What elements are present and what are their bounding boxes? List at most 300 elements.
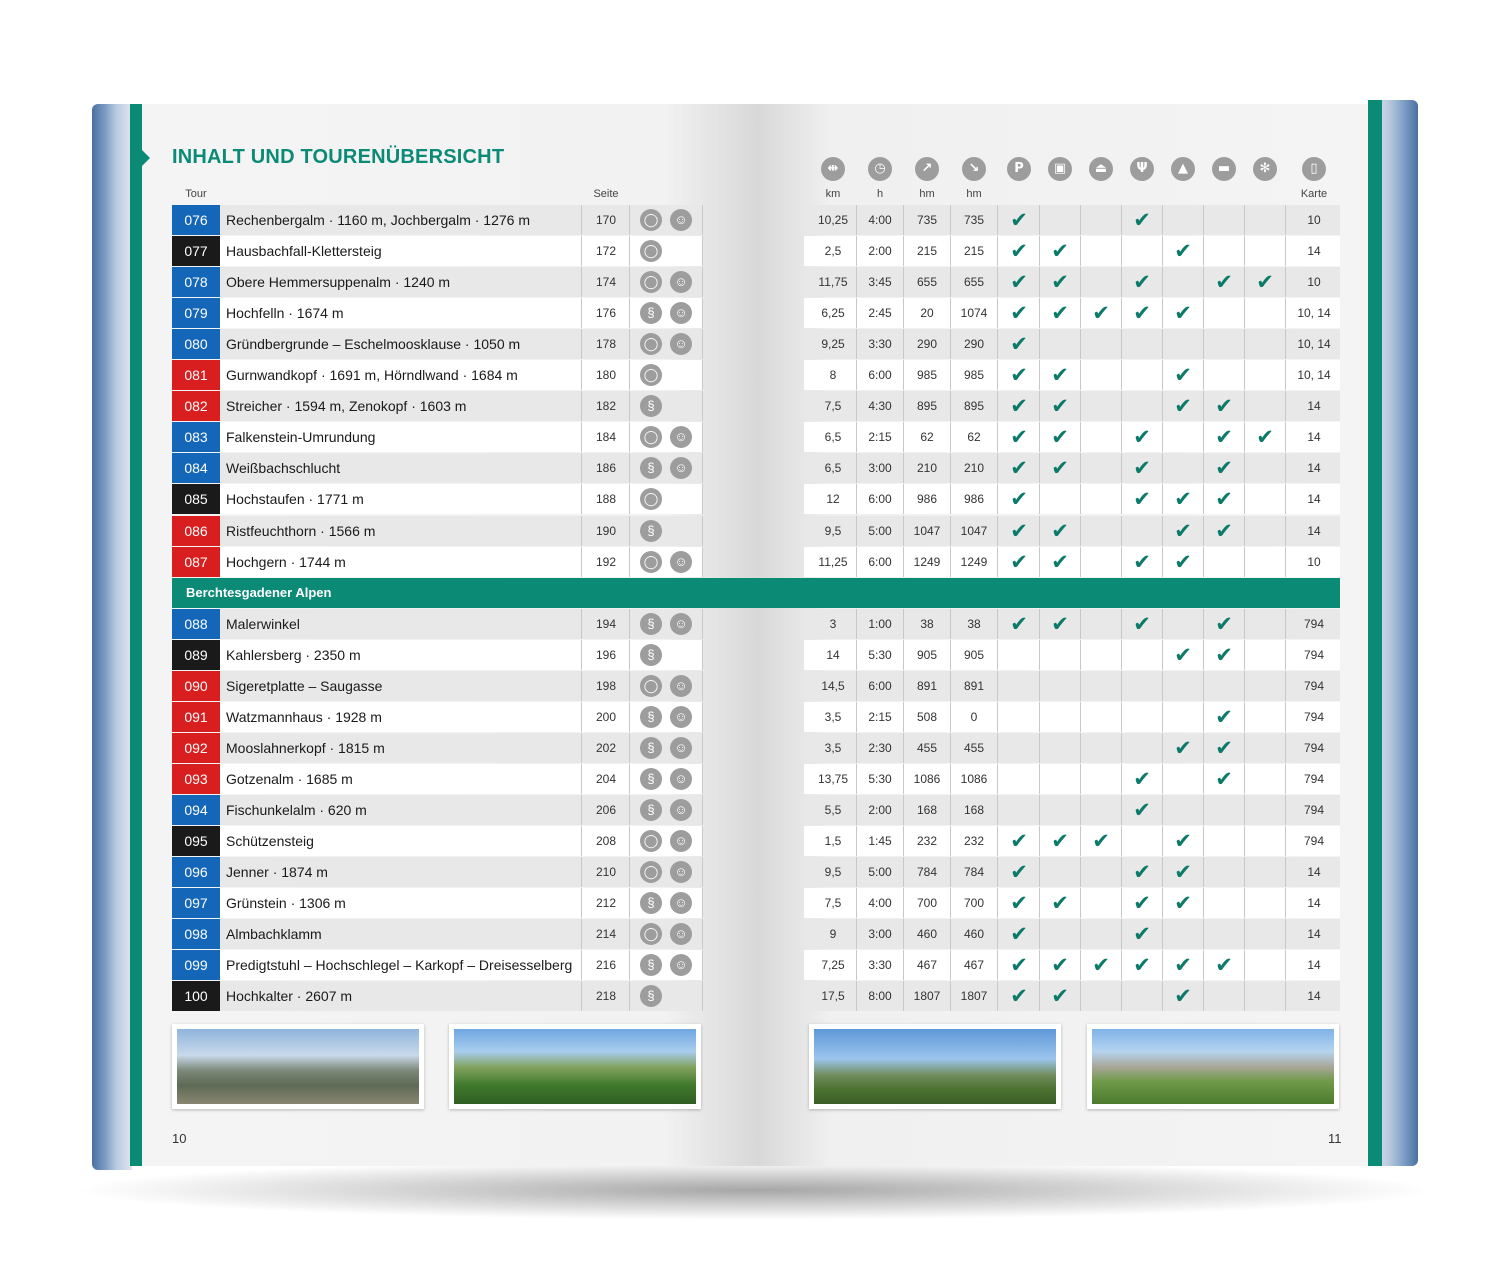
column-divider bbox=[903, 360, 904, 390]
tour-name: Streicher · 1594 m, Zenokopf · 1603 m bbox=[226, 398, 467, 415]
tour-name: Hochfelln · 1674 m bbox=[226, 305, 344, 322]
tour-row bbox=[172, 795, 702, 825]
column-divider bbox=[1080, 888, 1081, 918]
header-seite: Seite bbox=[593, 188, 619, 200]
checkmark-icon: ✔ bbox=[1133, 766, 1151, 791]
tour-up: 20 bbox=[920, 306, 934, 321]
column-divider bbox=[1285, 795, 1286, 825]
column-divider bbox=[856, 733, 857, 763]
column-divider bbox=[1244, 609, 1245, 639]
tour-row bbox=[172, 360, 702, 390]
column-divider bbox=[1080, 919, 1081, 949]
tour-down: 700 bbox=[963, 896, 985, 911]
tour-number-badge: 099 bbox=[172, 950, 220, 980]
circle-route-icon: ◯ bbox=[640, 488, 662, 510]
tour-row bbox=[172, 919, 702, 949]
tour-number-badge: 081 bbox=[172, 360, 220, 390]
tour-down: 62 bbox=[967, 430, 981, 445]
circle-route-icon: ◯ bbox=[640, 551, 662, 573]
tour-down: 1249 bbox=[960, 554, 988, 569]
column-divider bbox=[1285, 826, 1286, 856]
book-shadow bbox=[70, 1160, 1440, 1220]
column-divider bbox=[1039, 919, 1040, 949]
tour-up: 210 bbox=[916, 461, 938, 476]
checkmark-icon: ✔ bbox=[1174, 984, 1192, 1009]
column-divider bbox=[1080, 484, 1081, 514]
checkmark-icon: ✔ bbox=[1051, 611, 1069, 636]
path-route-icon: § bbox=[640, 644, 662, 666]
tour-map: 794 bbox=[1303, 616, 1325, 631]
tour-page: 206 bbox=[595, 802, 617, 817]
tour-name: Almbachklamm bbox=[226, 926, 322, 943]
column-divider bbox=[1203, 547, 1204, 577]
column-divider bbox=[950, 453, 951, 483]
tour-row bbox=[172, 888, 702, 918]
tour-name: Mooslahnerkopf · 1815 m bbox=[226, 739, 385, 756]
bear-route-icon: ☺ bbox=[670, 737, 692, 759]
tour-map: 14 bbox=[1307, 430, 1321, 445]
column-divider bbox=[903, 422, 904, 452]
checkmark-icon: ✔ bbox=[1010, 549, 1028, 574]
snowflake-icon: ✻ bbox=[1253, 157, 1277, 181]
tour-name: Hochgern · 1744 m bbox=[226, 553, 346, 570]
tour-stats-row bbox=[804, 950, 1340, 980]
column-divider bbox=[1244, 360, 1245, 390]
tour-down: 460 bbox=[963, 927, 985, 942]
tour-page: 202 bbox=[595, 740, 617, 755]
tour-number-badge: 089 bbox=[172, 640, 220, 670]
tour-map: 14 bbox=[1307, 492, 1321, 507]
tour-row bbox=[172, 422, 702, 452]
circle-route-icon: ◯ bbox=[640, 333, 662, 355]
tour-map: 10 bbox=[1307, 275, 1321, 290]
column-divider bbox=[950, 640, 951, 670]
column-divider bbox=[903, 764, 904, 794]
checkmark-icon: ✔ bbox=[1174, 549, 1192, 574]
tour-row bbox=[172, 981, 702, 1011]
tour-map: 794 bbox=[1303, 833, 1325, 848]
checkmark-icon: ✔ bbox=[1256, 425, 1274, 450]
checkmark-icon: ✔ bbox=[1051, 518, 1069, 543]
column-divider bbox=[702, 609, 703, 639]
checkmark-icon: ✔ bbox=[1174, 735, 1192, 760]
tour-name: Hausbachfall-Klettersteig bbox=[226, 243, 382, 260]
tour-map: 10, 14 bbox=[1297, 306, 1331, 321]
parking-icon: P bbox=[1007, 157, 1031, 181]
checkmark-icon: ✔ bbox=[1010, 239, 1028, 264]
column-divider bbox=[1203, 919, 1204, 949]
tour-name: Gründbergrunde – Eschelmoosklause · 1050 m bbox=[226, 336, 521, 353]
column-divider bbox=[702, 857, 703, 887]
tour-up: 655 bbox=[916, 275, 938, 290]
column-divider bbox=[903, 267, 904, 297]
cable-car-icon: ⏏ bbox=[1089, 157, 1113, 181]
tour-number-badge: 096 bbox=[172, 857, 220, 887]
tour-down: 467 bbox=[963, 958, 985, 973]
bear-route-icon: ☺ bbox=[670, 923, 692, 945]
column-divider bbox=[997, 267, 998, 297]
column-divider bbox=[1080, 609, 1081, 639]
checkmark-icon: ✔ bbox=[1174, 953, 1192, 978]
column-divider bbox=[1039, 795, 1040, 825]
checkmark-icon: ✔ bbox=[1133, 797, 1151, 822]
tour-up: 467 bbox=[916, 958, 938, 973]
bear-route-icon: ☺ bbox=[670, 209, 692, 231]
tour-name: Malerwinkel bbox=[226, 615, 300, 632]
tour-h: 5:00 bbox=[868, 523, 892, 538]
left-accent-strip bbox=[130, 104, 142, 1166]
column-divider bbox=[1080, 422, 1081, 452]
column-divider bbox=[950, 516, 951, 546]
tour-page: 178 bbox=[595, 337, 617, 352]
column-divider bbox=[950, 919, 951, 949]
tour-h: 4:00 bbox=[868, 213, 892, 227]
photo-alpine-panorama bbox=[809, 1024, 1061, 1109]
tour-number-badge: 084 bbox=[172, 453, 220, 483]
tour-stats-row bbox=[804, 671, 1340, 701]
column-divider bbox=[856, 205, 857, 235]
column-divider bbox=[1203, 205, 1204, 235]
column-divider bbox=[1039, 857, 1040, 887]
column-divider bbox=[1080, 391, 1081, 421]
column-divider bbox=[856, 453, 857, 483]
column-divider bbox=[1285, 422, 1286, 452]
column-divider bbox=[1244, 298, 1245, 328]
column-divider bbox=[1203, 857, 1204, 887]
tour-h: 1:00 bbox=[868, 616, 892, 631]
tour-number-badge: 094 bbox=[172, 795, 220, 825]
column-divider bbox=[856, 702, 857, 732]
tour-page: 208 bbox=[595, 833, 617, 848]
column-divider bbox=[997, 516, 998, 546]
tour-stats-row bbox=[804, 702, 1340, 732]
column-divider bbox=[1244, 205, 1245, 235]
checkmark-icon: ✔ bbox=[1051, 239, 1069, 264]
tour-h: 3:30 bbox=[868, 958, 892, 973]
column-divider bbox=[856, 516, 857, 546]
tour-row bbox=[172, 236, 702, 266]
tour-stats-row bbox=[804, 857, 1340, 887]
tour-row bbox=[172, 733, 702, 763]
tour-h: 8:00 bbox=[868, 989, 892, 1004]
tour-km: 6,5 bbox=[824, 430, 842, 445]
tour-h: 3:30 bbox=[868, 337, 892, 352]
column-divider bbox=[1162, 671, 1163, 701]
column-divider bbox=[1162, 919, 1163, 949]
column-divider bbox=[1039, 205, 1040, 235]
tour-km: 11,75 bbox=[818, 275, 848, 290]
column-divider bbox=[1121, 516, 1122, 546]
tour-up: 784 bbox=[916, 865, 938, 879]
checkmark-icon: ✔ bbox=[1215, 953, 1233, 978]
column-divider bbox=[1244, 484, 1245, 514]
column-divider bbox=[702, 360, 703, 390]
tour-km: 3 bbox=[829, 616, 837, 631]
tour-page: 194 bbox=[595, 616, 617, 631]
checkmark-icon: ✔ bbox=[1010, 394, 1028, 419]
column-divider bbox=[997, 391, 998, 421]
tour-stats-row bbox=[804, 826, 1340, 856]
column-divider bbox=[1285, 888, 1286, 918]
tour-h: 3:45 bbox=[868, 275, 892, 290]
tour-number-badge: 100 bbox=[172, 981, 220, 1011]
tour-down: 985 bbox=[963, 368, 985, 383]
column-divider bbox=[1203, 826, 1204, 856]
tour-h: 6:00 bbox=[868, 492, 892, 507]
tour-number-badge: 097 bbox=[172, 888, 220, 918]
column-divider bbox=[997, 236, 998, 266]
checkmark-icon: ✔ bbox=[1133, 301, 1151, 326]
tour-h: 2:15 bbox=[868, 430, 892, 445]
tour-map: 794 bbox=[1303, 709, 1325, 724]
tour-km: 9,5 bbox=[824, 523, 842, 538]
checkmark-icon: ✔ bbox=[1010, 487, 1028, 512]
column-divider bbox=[903, 609, 904, 639]
circle-route-icon: ◯ bbox=[640, 364, 662, 386]
tour-row bbox=[172, 857, 702, 887]
circle-route-icon: ◯ bbox=[640, 240, 662, 262]
column-divider bbox=[702, 981, 703, 1011]
path-route-icon: § bbox=[640, 954, 662, 976]
tour-name: Obere Hemmersuppenalm · 1240 m bbox=[226, 274, 451, 291]
column-divider bbox=[856, 888, 857, 918]
tour-map: 794 bbox=[1303, 647, 1325, 662]
checkmark-icon: ✔ bbox=[1010, 270, 1028, 295]
checkmark-icon: ✔ bbox=[1215, 735, 1233, 760]
tour-page: 216 bbox=[595, 958, 617, 973]
tour-name: Hochkalter · 2607 m bbox=[226, 988, 353, 1005]
checkmark-icon: ✔ bbox=[1215, 456, 1233, 481]
tour-km: 9 bbox=[829, 927, 837, 942]
tour-row bbox=[172, 391, 702, 421]
tour-number-badge: 091 bbox=[172, 702, 220, 732]
bear-route-icon: ☺ bbox=[670, 302, 692, 324]
column-divider bbox=[1285, 609, 1286, 639]
tour-map: 10 bbox=[1307, 213, 1321, 227]
tour-h: 2:00 bbox=[868, 802, 892, 817]
column-divider bbox=[1121, 981, 1122, 1011]
tour-name: Ristfeuchthorn · 1566 m bbox=[226, 522, 376, 539]
column-divider bbox=[1121, 329, 1122, 359]
column-divider bbox=[1162, 795, 1163, 825]
header-h: h bbox=[876, 188, 884, 200]
column-divider bbox=[1285, 360, 1286, 390]
tour-km: 7,5 bbox=[824, 896, 842, 911]
checkmark-icon: ✔ bbox=[1215, 487, 1233, 512]
tour-down: 1807 bbox=[960, 989, 988, 1004]
bear-route-icon: ☺ bbox=[670, 954, 692, 976]
tour-page: 176 bbox=[595, 306, 617, 321]
checkmark-icon: ✔ bbox=[1174, 487, 1192, 512]
column-divider bbox=[1162, 764, 1163, 794]
tour-km: 9,5 bbox=[824, 865, 842, 879]
column-divider bbox=[856, 919, 857, 949]
column-divider bbox=[997, 764, 998, 794]
column-divider bbox=[997, 733, 998, 763]
tour-row bbox=[172, 671, 702, 701]
tour-map: 14 bbox=[1307, 461, 1321, 476]
checkmark-icon: ✔ bbox=[1215, 425, 1233, 450]
column-divider bbox=[1162, 453, 1163, 483]
column-divider bbox=[1244, 733, 1245, 763]
page-edges-left bbox=[92, 104, 132, 1170]
tour-number-badge: 090 bbox=[172, 671, 220, 701]
checkmark-icon: ✔ bbox=[1174, 394, 1192, 419]
tour-stats-row bbox=[804, 919, 1340, 949]
tour-stats-row bbox=[804, 764, 1340, 794]
column-divider bbox=[702, 547, 703, 577]
tour-up: 1047 bbox=[913, 523, 941, 538]
column-divider bbox=[1244, 857, 1245, 887]
tour-h: 6:00 bbox=[868, 368, 892, 383]
path-route-icon: § bbox=[640, 613, 662, 635]
column-divider bbox=[903, 205, 904, 235]
checkmark-icon: ✔ bbox=[1051, 363, 1069, 388]
column-divider bbox=[1121, 826, 1122, 856]
column-divider bbox=[1244, 329, 1245, 359]
column-divider bbox=[1285, 733, 1286, 763]
checkmark-icon: ✔ bbox=[1133, 270, 1151, 295]
column-divider bbox=[1285, 484, 1286, 514]
column-divider bbox=[1285, 205, 1286, 235]
checkmark-icon: ✔ bbox=[1133, 549, 1151, 574]
tour-map: 794 bbox=[1303, 802, 1325, 817]
title-arrow-icon bbox=[142, 150, 150, 166]
column-divider bbox=[950, 267, 951, 297]
path-route-icon: § bbox=[640, 799, 662, 821]
column-divider bbox=[1121, 733, 1122, 763]
tour-number-badge: 095 bbox=[172, 826, 220, 856]
path-route-icon: § bbox=[640, 302, 662, 324]
tour-down: 38 bbox=[967, 616, 981, 631]
column-divider bbox=[1162, 267, 1163, 297]
bear-route-icon: ☺ bbox=[670, 861, 692, 883]
tour-name: Gurnwandkopf · 1691 m, Hörndlwand · 1684 m bbox=[226, 367, 518, 384]
column-divider bbox=[856, 484, 857, 514]
tour-stats-row bbox=[804, 609, 1340, 639]
tour-km: 1,5 bbox=[824, 833, 842, 848]
column-divider bbox=[1203, 298, 1204, 328]
column-divider bbox=[1039, 764, 1040, 794]
tour-name: Predigtstuhl – Hochschlegel – Karkopf – Dreisesselberg bbox=[226, 957, 573, 974]
column-divider bbox=[903, 981, 904, 1011]
tour-name: Grünstein · 1306 m bbox=[226, 895, 346, 912]
tour-up: 508 bbox=[916, 709, 938, 724]
column-divider bbox=[997, 298, 998, 328]
column-divider bbox=[1080, 702, 1081, 732]
column-divider bbox=[1244, 764, 1245, 794]
tour-km: 11,25 bbox=[818, 554, 848, 569]
column-divider bbox=[1203, 981, 1204, 1011]
hut-icon: ▲ bbox=[1171, 157, 1195, 181]
column-divider bbox=[997, 919, 998, 949]
tour-down: 290 bbox=[963, 337, 985, 352]
tour-down: 784 bbox=[963, 865, 985, 879]
column-divider bbox=[1285, 702, 1286, 732]
tour-down: 168 bbox=[963, 802, 985, 817]
column-divider bbox=[702, 640, 703, 670]
checkmark-icon: ✔ bbox=[1215, 518, 1233, 543]
checkmark-icon: ✔ bbox=[1174, 891, 1192, 916]
tour-name: Falkenstein-Umrundung bbox=[226, 429, 376, 446]
tour-number-badge: 092 bbox=[172, 733, 220, 763]
tour-number-badge: 076 bbox=[172, 205, 220, 235]
tour-h: 6:00 bbox=[868, 554, 892, 569]
column-divider bbox=[1080, 547, 1081, 577]
tour-up: 460 bbox=[916, 927, 938, 942]
checkmark-icon: ✔ bbox=[1010, 922, 1028, 947]
tour-up: 290 bbox=[916, 337, 938, 352]
column-divider bbox=[950, 671, 951, 701]
column-divider bbox=[1080, 360, 1081, 390]
tour-page: 188 bbox=[595, 492, 617, 507]
column-divider bbox=[1285, 453, 1286, 483]
checkmark-icon: ✔ bbox=[1010, 456, 1028, 481]
tour-number-badge: 085 bbox=[172, 484, 220, 514]
column-divider bbox=[1162, 422, 1163, 452]
column-divider bbox=[1285, 919, 1286, 949]
column-divider bbox=[997, 888, 998, 918]
tour-row bbox=[172, 267, 702, 297]
column-divider bbox=[1039, 671, 1040, 701]
column-divider bbox=[903, 857, 904, 887]
column-divider bbox=[856, 981, 857, 1011]
column-divider bbox=[1080, 640, 1081, 670]
header-hm-up: hm bbox=[919, 188, 935, 200]
column-divider bbox=[1285, 671, 1286, 701]
column-divider bbox=[903, 298, 904, 328]
checkmark-icon: ✔ bbox=[1051, 394, 1069, 419]
tour-h: 3:00 bbox=[868, 927, 892, 942]
bear-route-icon: ☺ bbox=[670, 675, 692, 697]
bear-route-icon: ☺ bbox=[670, 613, 692, 635]
checkmark-icon: ✔ bbox=[1215, 394, 1233, 419]
tour-name: Watzmannhaus · 1928 m bbox=[226, 708, 382, 725]
tour-down: 232 bbox=[963, 833, 985, 848]
column-divider bbox=[1080, 205, 1081, 235]
column-divider bbox=[997, 857, 998, 887]
tour-name: Jenner · 1874 m bbox=[226, 864, 328, 880]
tour-map: 14 bbox=[1307, 865, 1321, 879]
column-divider bbox=[856, 236, 857, 266]
column-divider bbox=[702, 236, 703, 266]
ascent-icon: ↗ bbox=[915, 157, 939, 181]
column-divider bbox=[1285, 640, 1286, 670]
tour-h: 4:30 bbox=[868, 399, 892, 414]
column-divider bbox=[903, 795, 904, 825]
checkmark-icon: ✔ bbox=[1010, 860, 1028, 884]
column-divider bbox=[997, 360, 998, 390]
tour-map: 10, 14 bbox=[1297, 337, 1331, 352]
column-divider bbox=[997, 795, 998, 825]
column-divider bbox=[1080, 733, 1081, 763]
checkmark-icon: ✔ bbox=[1010, 891, 1028, 916]
checkmark-icon: ✔ bbox=[1133, 922, 1151, 947]
tour-stats-row bbox=[804, 795, 1340, 825]
checkmark-icon: ✔ bbox=[1133, 487, 1151, 512]
column-divider bbox=[1162, 329, 1163, 359]
column-divider bbox=[997, 547, 998, 577]
column-divider bbox=[903, 733, 904, 763]
region-header bbox=[172, 578, 1340, 608]
column-divider bbox=[856, 857, 857, 887]
column-divider bbox=[702, 422, 703, 452]
tour-up: 62 bbox=[920, 430, 934, 445]
checkmark-icon: ✔ bbox=[1051, 828, 1069, 853]
tour-map: 14 bbox=[1307, 927, 1321, 942]
tour-page: 186 bbox=[595, 461, 617, 476]
tour-number-badge: 078 bbox=[172, 267, 220, 297]
